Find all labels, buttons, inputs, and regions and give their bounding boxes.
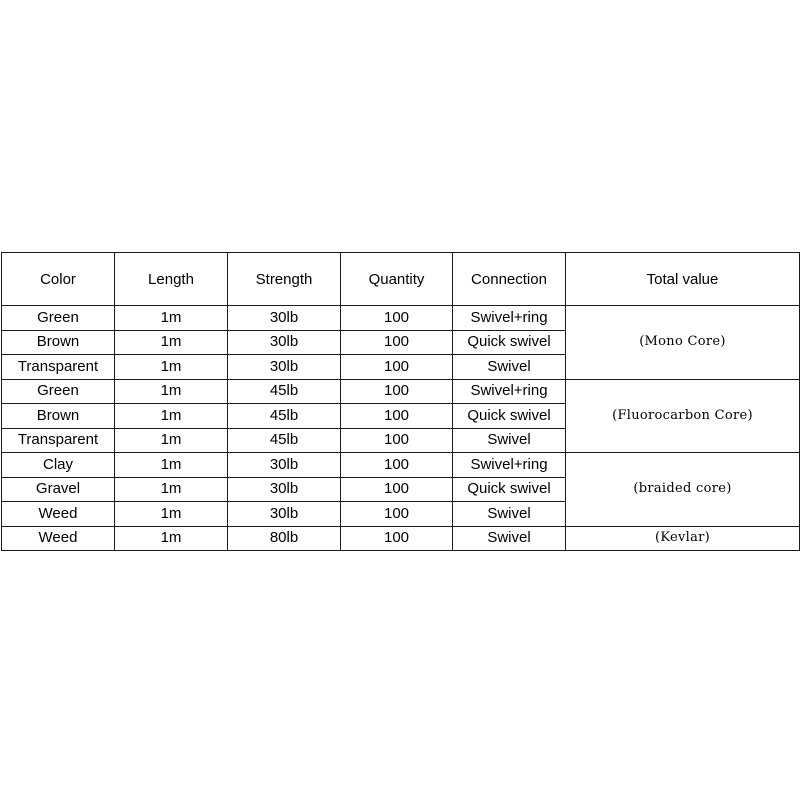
cell-strength: 30lb bbox=[228, 355, 341, 380]
header-connection: Connection bbox=[453, 253, 566, 306]
cell-quantity: 100 bbox=[341, 330, 453, 355]
cell-color: Green bbox=[2, 379, 115, 404]
cell-color: Brown bbox=[2, 330, 115, 355]
cell-strength: 30lb bbox=[228, 477, 341, 502]
cell-connection: Quick swivel bbox=[453, 404, 566, 429]
cell-quantity: 100 bbox=[341, 355, 453, 380]
cell-length: 1m bbox=[115, 404, 228, 429]
cell-color: Brown bbox=[2, 404, 115, 429]
cell-length: 1m bbox=[115, 502, 228, 527]
cell-quantity: 100 bbox=[341, 428, 453, 453]
cell-color: Green bbox=[2, 306, 115, 331]
cell-color: Gravel bbox=[2, 477, 115, 502]
cell-total-braided-core: (braided core) bbox=[566, 453, 800, 527]
cell-quantity: 100 bbox=[341, 477, 453, 502]
cell-strength: 30lb bbox=[228, 306, 341, 331]
header-total-value: Total value bbox=[566, 253, 800, 306]
cell-strength: 80lb bbox=[228, 526, 341, 551]
cell-length: 1m bbox=[115, 379, 228, 404]
cell-connection: Swivel bbox=[453, 428, 566, 453]
cell-connection: Swivel+ring bbox=[453, 306, 566, 331]
header-length: Length bbox=[115, 253, 228, 306]
cell-length: 1m bbox=[115, 355, 228, 380]
cell-strength: 30lb bbox=[228, 453, 341, 478]
cell-strength: 45lb bbox=[228, 404, 341, 429]
table-row bbox=[2, 526, 800, 551]
cell-quantity: 100 bbox=[341, 526, 453, 551]
cell-quantity: 100 bbox=[341, 453, 453, 478]
cell-length: 1m bbox=[115, 526, 228, 551]
cell-total-mono-core: (Mono Core) bbox=[566, 306, 800, 380]
cell-connection: Swivel+ring bbox=[453, 379, 566, 404]
header-color: Color bbox=[2, 253, 115, 306]
cell-color: Weed bbox=[2, 526, 115, 551]
cell-connection: Quick swivel bbox=[453, 330, 566, 355]
table-row bbox=[2, 453, 800, 478]
cell-total-kevlar: (Kevlar) bbox=[566, 526, 800, 551]
cell-quantity: 100 bbox=[341, 379, 453, 404]
cell-total-fluorocarbon-core: (Fluorocarbon Core) bbox=[566, 379, 800, 453]
cell-connection: Swivel bbox=[453, 355, 566, 380]
header-row bbox=[2, 253, 800, 306]
cell-strength: 45lb bbox=[228, 379, 341, 404]
cell-quantity: 100 bbox=[341, 502, 453, 527]
table-row bbox=[2, 379, 800, 404]
cell-length: 1m bbox=[115, 428, 228, 453]
cell-connection: Swivel bbox=[453, 502, 566, 527]
table-row bbox=[2, 306, 800, 331]
cell-color: Weed bbox=[2, 502, 115, 527]
cell-length: 1m bbox=[115, 477, 228, 502]
cell-quantity: 100 bbox=[341, 306, 453, 331]
cell-quantity: 100 bbox=[341, 404, 453, 429]
cell-connection: Swivel+ring bbox=[453, 453, 566, 478]
cell-color: Clay bbox=[2, 453, 115, 478]
cell-strength: 45lb bbox=[228, 428, 341, 453]
spec-table bbox=[1, 252, 800, 551]
cell-length: 1m bbox=[115, 306, 228, 331]
cell-length: 1m bbox=[115, 330, 228, 355]
cell-strength: 30lb bbox=[228, 502, 341, 527]
cell-connection: Quick swivel bbox=[453, 477, 566, 502]
header-strength: Strength bbox=[228, 253, 341, 306]
cell-length: 1m bbox=[115, 453, 228, 478]
cell-color: Transparent bbox=[2, 355, 115, 380]
header-quantity: Quantity bbox=[341, 253, 453, 306]
cell-color: Transparent bbox=[2, 428, 115, 453]
cell-connection: Swivel bbox=[453, 526, 566, 551]
cell-strength: 30lb bbox=[228, 330, 341, 355]
